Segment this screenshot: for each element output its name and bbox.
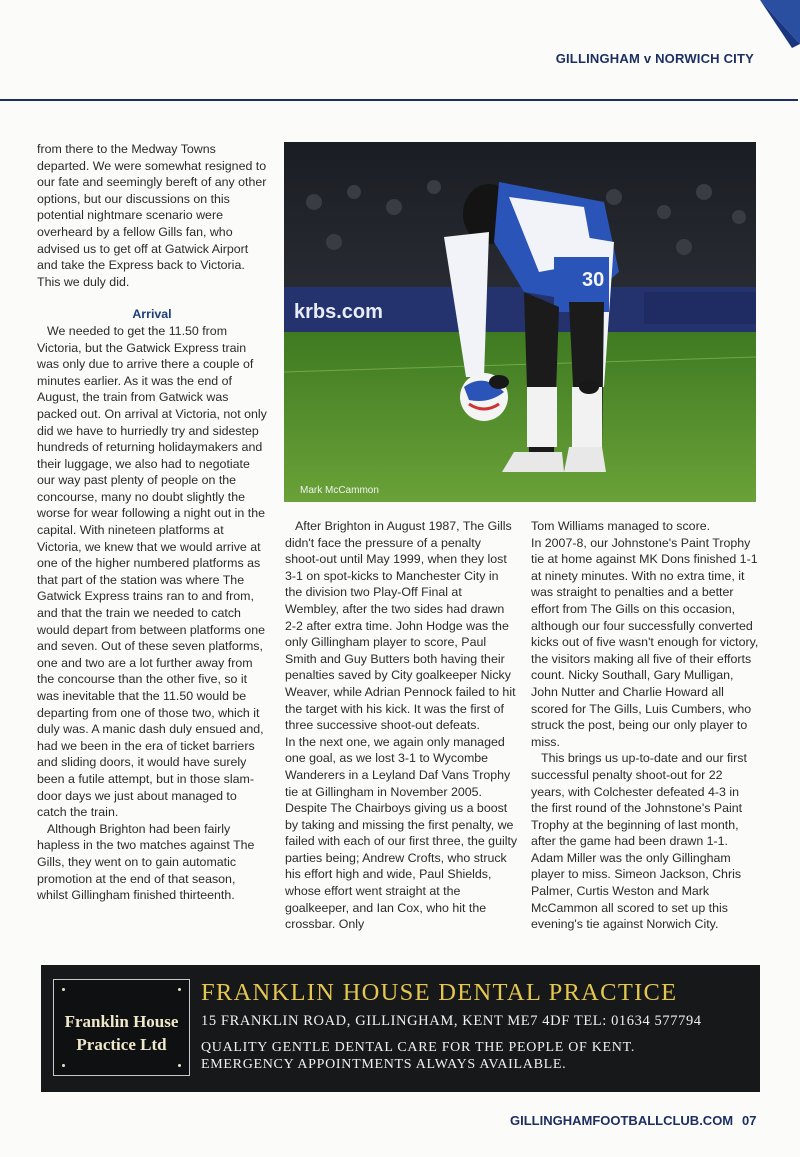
match-photo — [284, 142, 756, 502]
page-header-title: GILLINGHAM v NORWICH CITY — [555, 51, 754, 66]
advert-tagline: EMERGENCY APPOINTMENTS ALWAYS AVAILABLE. — [201, 1057, 567, 1072]
paragraph: In the next one, we again only managed one goal, as we lost 3-1 to Wycombe Wanderers in a Leyland Daf Vans Trophy tie at Gillingham in November 2005. Despite The Chairboys giving us a boost by taking and missing the first penalty, we failed with each of our first three, the guilty parties being; Andrew Crofts, who struck his effort high and wide, Paul Shields, whose effort went straight at the goalkeeper, and Ian Cox, who hit the crossbar. Only — [285, 734, 518, 932]
photo-credit: Mark McCammon — [300, 485, 379, 496]
logo-dot — [178, 1064, 181, 1067]
article-column-2 — [285, 518, 518, 933]
logo-dot — [178, 988, 181, 991]
page-number: 07 — [742, 1113, 757, 1128]
advert-business-name: FRANKLIN HOUSE DENTAL PRACTICE — [201, 979, 678, 1006]
paragraph: Although Brighton had been fairly hapless in the two matches against The Gills, they went on to gain automatic promotion at the end of that season, whilst Gillingham finished thirteenth. — [37, 821, 255, 903]
section-heading: Arrival — [132, 307, 172, 322]
shirt-number: 30 — [582, 269, 605, 291]
logo-dot — [62, 988, 65, 991]
footer-website: GILLINGHAMFOOTBALLCLUB.COM — [510, 1113, 734, 1128]
article-column-3 — [531, 518, 759, 933]
advert-tagline: QUALITY GENTLE DENTAL CARE FOR THE PEOPLE OF KENT. — [201, 1040, 636, 1055]
paragraph: In 2007-8, our Johnstone's Paint Trophy tie at home against MK Dons finished 1-1 at ninety minutes. With no extra time, it was straight to penalties and a better effort from The Gills on this occasion, although our four successfully converted kicks out of five wasn't enough for victory, the visitors making all five of their efforts count. Nicky Southall, Gary Mulligan, John Nutter and Charlie Howard all scored for The Gills, Luis Cumbers, who struck the post, being our only player to miss. — [531, 535, 759, 749]
logo-line-2: Practice Ltd — [76, 1035, 167, 1054]
paragraph: We needed to get the 11.50 from Victoria, but the Gatwick Express train was only due to arrive there a couple of minutes earlier. As it was the end of August, the train from Gatwick was packed out. On arrival at Victoria, not only did we have to hurriedly try and sidestep hundreds of returning holidaymakers and their luggage, we also had to negotiate our way past plenty of people on the concourse, many no doubt slightly the worse for wear following a night out in the capital. With nineteen platforms at Victoria, we knew that we would arrive at one of the higher numbered platforms as that part of the station was where The Gatwick Express trains ran to and from, and that the train we needed to catch would depart from between platforms one and seven. Out of these seven platforms, one and two are a lot further away from the concourse than the other five, so it was inevitable that the 11.50 would be departing from one of those two, which it duly was. A manic dash duly ensued and, had we been in the era of ticket barriers and sliding doors, it would have surely been a futile attempt, but in those slam-door days we just about managed to catch the train. — [37, 323, 267, 820]
paragraph: from there to the Medway Towns departed. We were somewhat resigned to our fate and seemingly bereft of any other options, but our discussions on this potential nightmare scenario were overheard by a fellow Gills fan, who advised us to get off at Gatwick Airport and take the Express back to Victoria. This we duly did. — [37, 142, 267, 289]
advert-address: 15 FRANKLIN ROAD, GILLINGHAM, KENT ME7 4DF TEL: 01634 577794 — [201, 1013, 702, 1029]
corner-tab-decoration — [752, 0, 800, 48]
paragraph: Tom Williams managed to score. — [531, 519, 711, 533]
advert-logo — [53, 979, 190, 1076]
paragraph: After Brighton in August 1987, The Gills didn't face the pressure of a penalty shoot-out until May 1999, when they lost 3-1 on spot-kicks to Manchester City in the division two Play-Off Final at Wembley, after the two sides had drawn 2-2 after extra time. John Hodge was the only Gillingham player to score, Paul Smith and Guy Butters both having their penalties saved by City goalkeeper Nicky Weaver, while Adrian Pennock failed to hit the target with his kick. It was the first of three successive shoot-out defeats. — [285, 519, 516, 733]
hoarding-text: krbs.com — [294, 301, 383, 323]
header-rule — [0, 99, 798, 101]
logo-dot — [62, 1064, 65, 1067]
paragraph: This brings us up-to-date and our first successful penalty shoot-out for 22 years, with Colchester defeated 4-3 in the first round of the Johnstone's Paint Trophy at the beginning of last month, after the game had been drawn 1-1. Adam Miller was the only Gillingham player to miss. Simeon Jackson, Chris Palmer, Curtis Weston and Mark McCammon all scored to set up this evening's tie against Norwich City. — [531, 751, 747, 932]
article-column-1 — [37, 141, 267, 904]
logo-line-1: Franklin House — [64, 1012, 179, 1031]
